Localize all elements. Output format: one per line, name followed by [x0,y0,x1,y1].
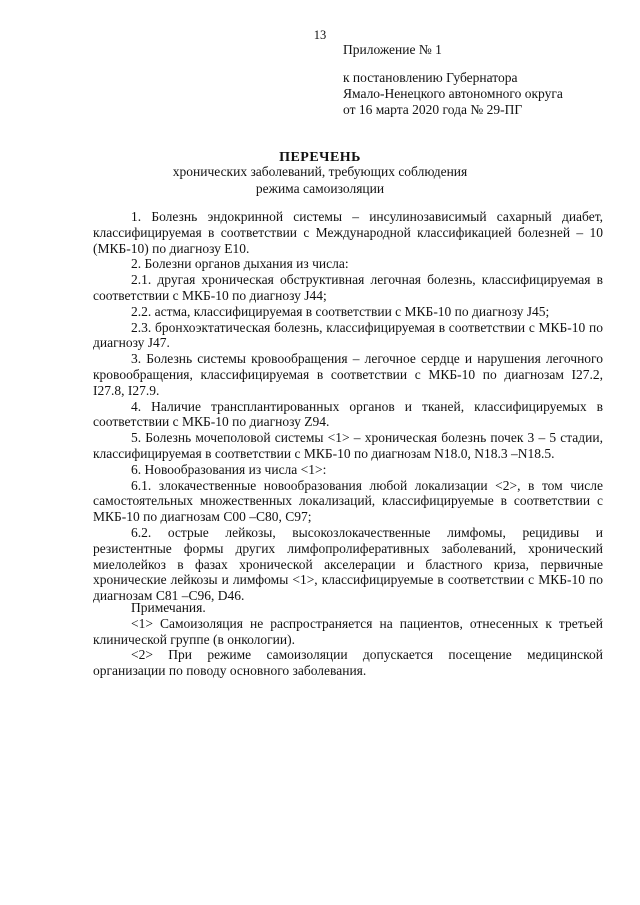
document-subtitle [0,164,640,197]
list-item: 2. Болезни органов дыхания из числа: [131,256,349,272]
notes-heading: Примечания. [131,600,206,615]
appendix-line: Ямало-Ненецкого автономного округа [343,86,563,101]
list-item: 6. Новообразования из числа <1>: [131,461,327,477]
list-item: 1. Болезнь эндокринной системы – инсулинозависимый сахарный диабет, классифицируемая в соответствии с Международной классификацией болезней – 10 (МКБ-10) по диагнозу E10. [93,209,603,256]
note-item: <1> Самоизоляция не распространяется на пациентов, отнесенных к третьей клинической группе (в онкологии). [93,615,603,647]
list-item: 3. Болезнь системы кровообращения – легочное сердце и нарушения легочного кровообращения, классифицируемая в соответствии с МКБ-10 по диагнозам I27.2, I27.8, I27.9. [93,351,603,398]
list-item: 5. Болезнь мочеполовой системы <1> – хроническая болезнь почек 3 – 5 стадии, классифицируемая в соответствии с МКБ-10 по диагнозам N18.0, N18.3 –N18.5. [93,430,603,461]
list-item: 4. Наличие трансплантированных органов и тканей, классифицируемых в соответствии с МКБ-10 по диагнозу Z94. [93,398,603,430]
appendix-block [343,42,633,118]
list-item: 6.1. злокачественные новообразования любой локализации <2>, в том числе самостоятельных множественных локализаций, классифицируемые в соответствии с МКБ-10 по диагнозам C00 –C80, C97; [93,477,603,525]
page-number: 13 [313,28,327,42]
note-item: <2> При режиме самоизоляции допускается посещение медицинской организации по поводу основного заболевания. [93,647,603,679]
list-item: 2.1. другая хроническая обструктивная легочная болезнь, классифицируемая в соответствии с МКБ-10 по диагнозу J44; [93,272,603,303]
list-item: 6.2. острые лейкозы, высокозлокачественные лимфомы, рецидивы и резистентные формы других лимфопролиферативных заболеваний, хронический миелолейкоз в фазах хронической акселерации и бластного криза, первичные хронические лейкозы и лимфомы <1>, классифицируемые в соответствии с МКБ-10 по диагнозам C81 –C96, D46. [93,524,603,604]
subtitle-line: хронических заболеваний, требующих соблюдения [172,164,468,179]
disease-list [93,209,603,604]
appendix-line: от 16 марта 2020 года № 29-ПГ [343,102,523,117]
list-item: 2.2. астма, классифицируемая в соответствии с МКБ-10 по диагнозу J45; [131,303,550,319]
document-title: ПЕРЕЧЕНЬ [279,150,361,165]
appendix-line: к постановлению Губернатора [343,70,518,85]
appendix-title: Приложение № 1 [343,42,442,57]
notes-section [93,600,603,679]
list-item: 2.3. бронхоэктатическая болезнь, классифицируемая в соответствии с МКБ-10 по диагнозу J47. [93,319,603,351]
subtitle-line: режима самоизоляции [255,180,385,196]
